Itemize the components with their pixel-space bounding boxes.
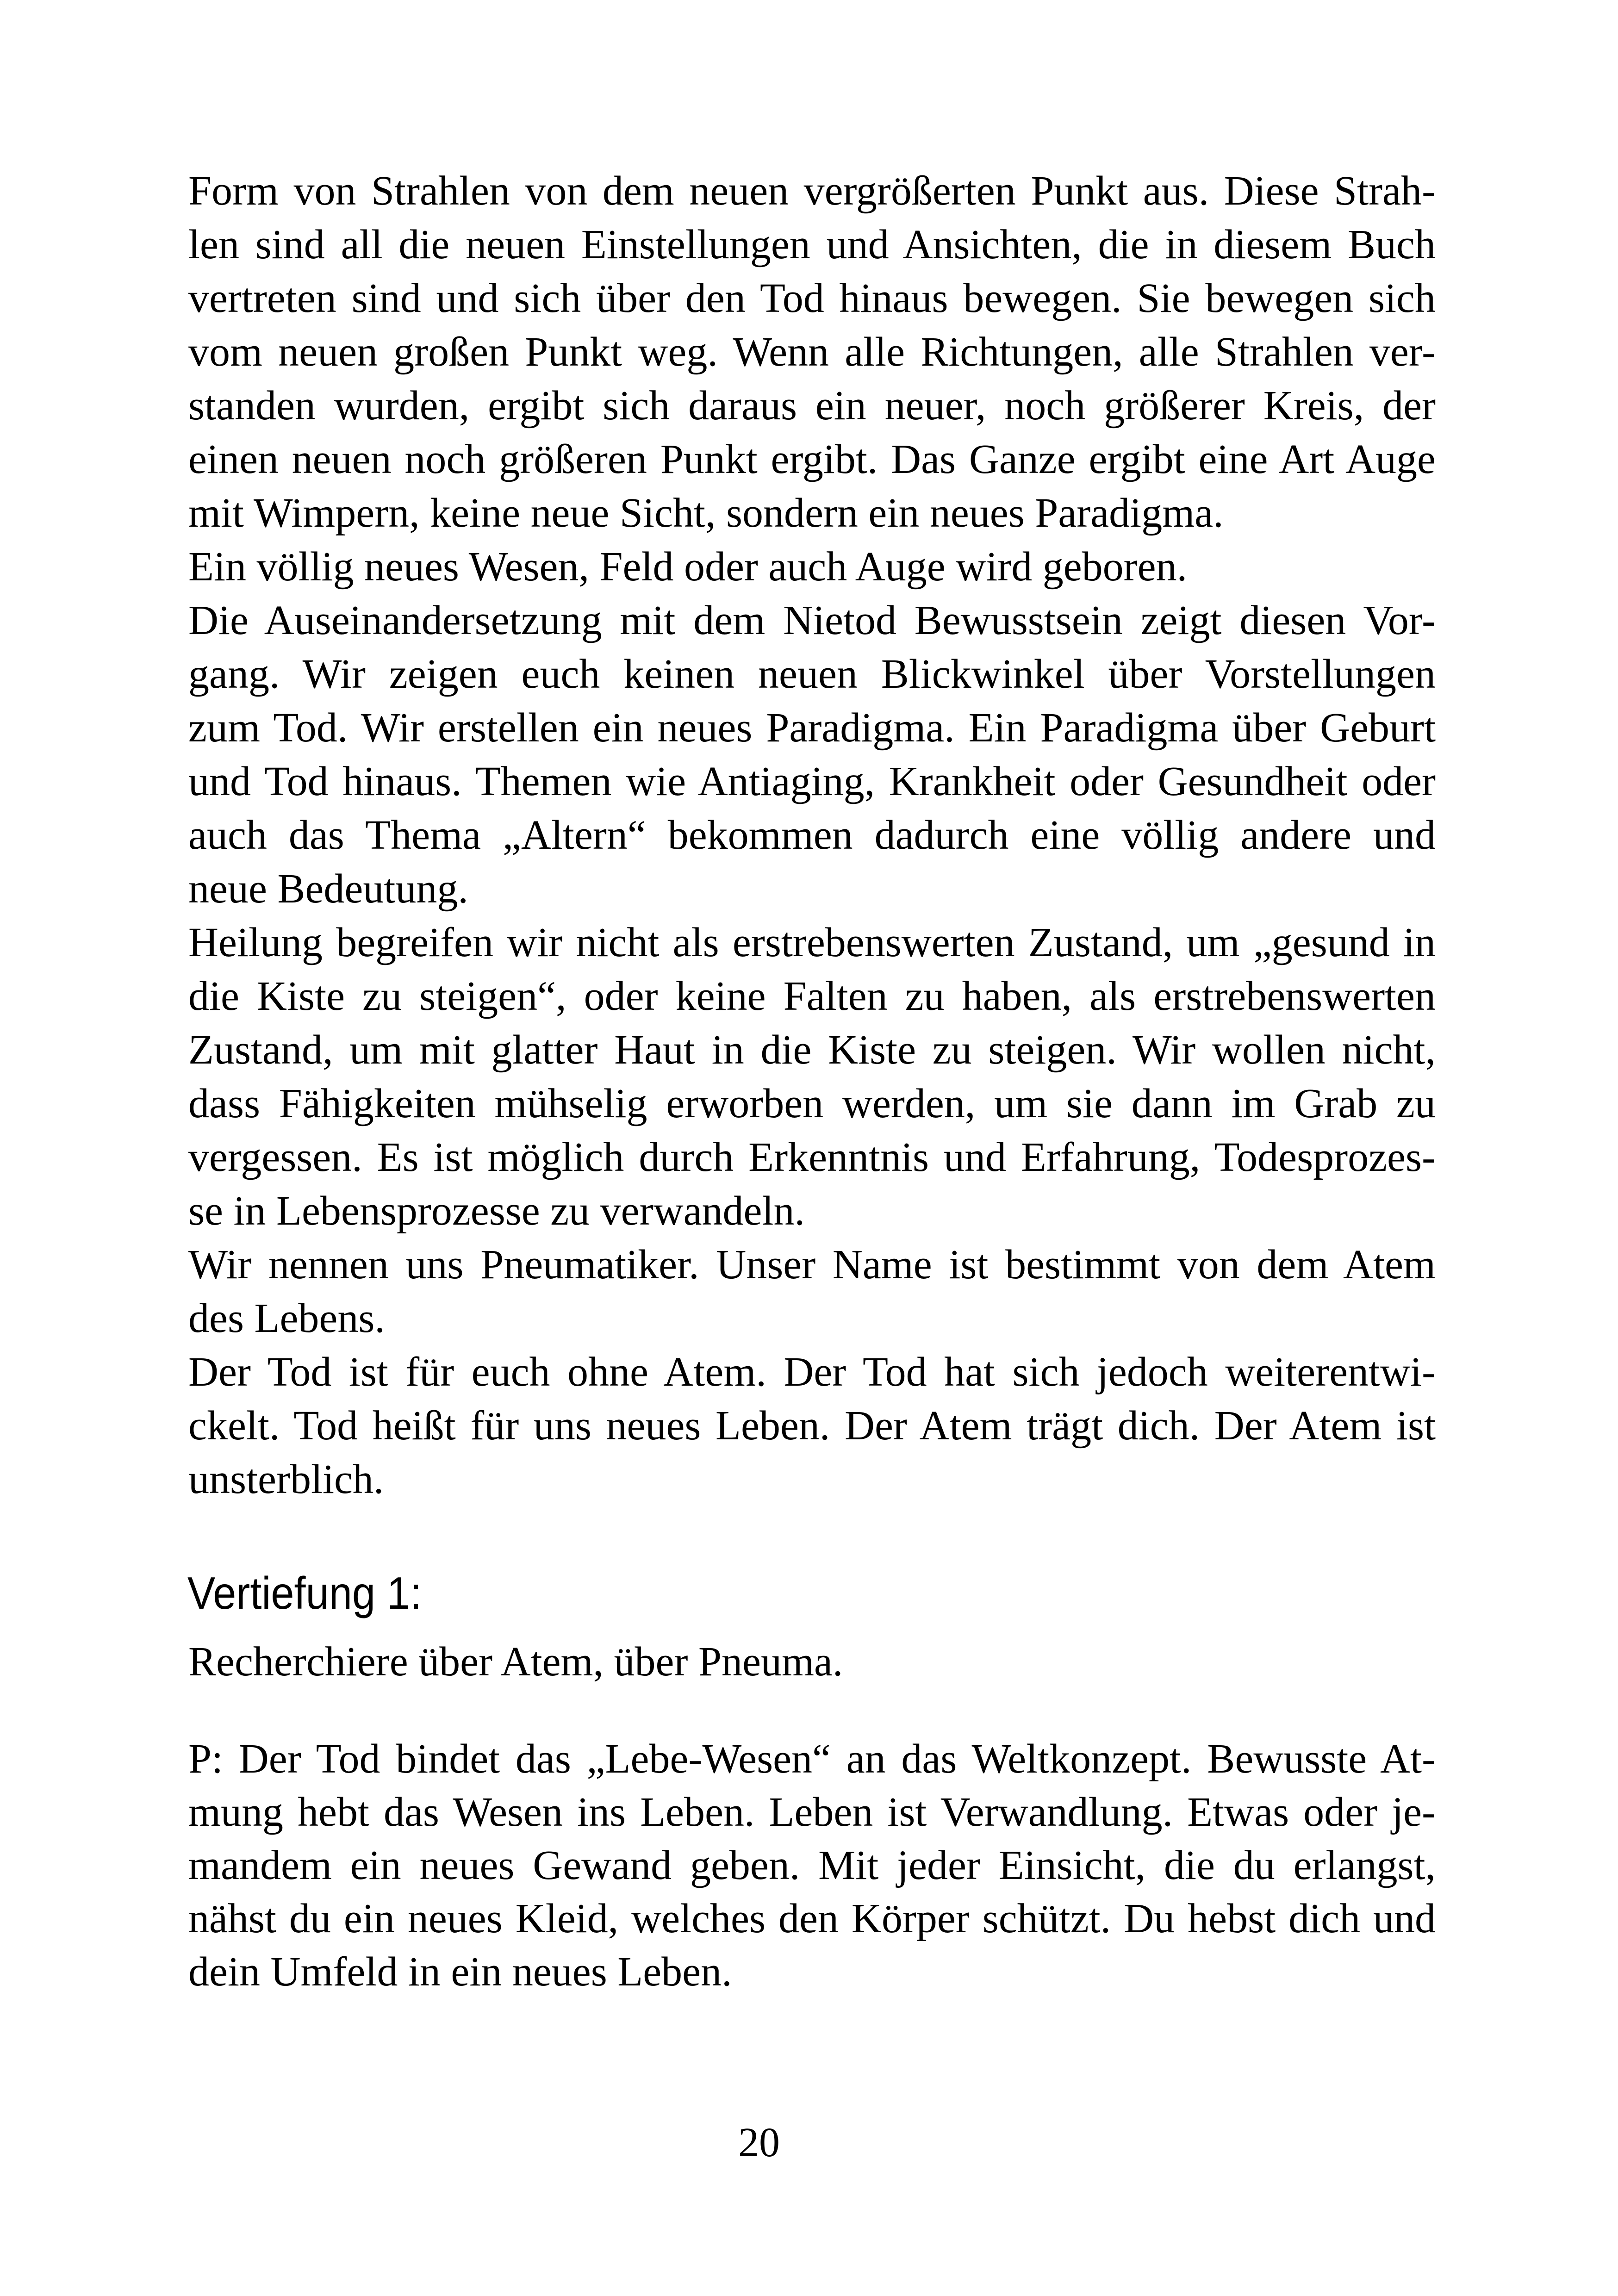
text-line: Heilung begreifen wir nicht als erstrebenswerten Zustand, um „gesund in [188,920,1436,965]
text-line: neue Bedeutung. [188,866,468,912]
text-line: zum Tod. Wir erstellen ein neues Paradigma. Ein Paradigma über Geburt [188,705,1436,751]
text-line: se in Lebensprozesse zu verwandeln. [188,1188,805,1234]
p-paragraph [188,1732,1436,1998]
text-line: mung hebt das Wesen ins Leben. Leben ist Verwandlung. Etwas oder je- [188,1789,1436,1835]
text-line: nähst du ein neues Kleid, welches den Körper schützt. Du hebst dich und [188,1896,1436,1941]
text-line: gang. Wir zeigen euch keinen neuen Blickwinkel über Vorstellungen [188,651,1436,697]
task-text: Recherchiere über Atem, über Pneuma. [188,1639,843,1685]
page-number: 20 [738,2120,780,2165]
text-line: des Lebens. [188,1295,385,1341]
text-line: Form von Strahlen von dem neuen vergrößerten Punkt aus. Diese Strah- [188,168,1436,214]
text-line: und Tod hinaus. Themen wie Antiaging, Krankheit oder Gesundheit oder [188,759,1436,804]
text-line: mandem ein neues Gewand geben. Mit jeder Einsicht, die du erlangst, [188,1842,1436,1888]
text-line: Die Auseinandersetzung mit dem Nietod Bewusstsein zeigt diesen Vor- [188,597,1436,643]
text-line: Der Tod ist für euch ohne Atem. Der Tod hat sich jedoch weiterentwi- [188,1349,1436,1395]
text-line: unsterblich. [188,1456,384,1502]
text-line: P: Der Tod bindet das „Lebe-Wesen“ an das Weltkonzept. Bewusste At- [188,1736,1436,1782]
text-line: dass Fähigkeiten mühselig erworben werden, um sie dann im Grab zu [188,1081,1436,1126]
text-line: standen wurden, ergibt sich daraus ein neuer, noch größerer Kreis, der [188,383,1436,429]
text-line: dein Umfeld in ein neues Leben. [188,1949,732,1995]
text-line: len sind all die neuen Einstellungen und Ansichten, die in diesem Buch [188,222,1436,268]
body-text [188,164,1436,1506]
task-block [188,1635,1436,1689]
text-line: ckelt. Tod heißt für uns neues Leben. Der Atem trägt dich. Der Atem ist [188,1403,1436,1449]
section-heading: Vertiefung 1: [187,1568,422,1618]
text-line: auch das Thema „Altern“ bekommen dadurch eine völlig andere und [188,812,1436,858]
text-line: Wir nennen uns Pneumatiker. Unser Name ist bestimmt von dem Atem [188,1242,1436,1288]
text-line: die Kiste zu steigen“, oder keine Falten zu haben, als erstrebenswerten [188,973,1436,1019]
text-line: vertreten sind und sich über den Tod hinaus bewegen. Sie bewegen sich [188,275,1436,321]
text-line: vergessen. Es ist möglich durch Erkenntnis und Erfahrung, Todesprozes- [188,1134,1436,1180]
text-line: Zustand, um mit glatter Haut in die Kiste zu steigen. Wir wollen nicht, [188,1027,1436,1073]
text-line: einen neuen noch größeren Punkt ergibt. Das Ganze ergibt eine Art Auge [188,436,1436,482]
text-line: Ein völlig neues Wesen, Feld oder auch Auge wird geboren. [188,544,1188,590]
text-line: mit Wimpern, keine neue Sicht, sondern ein neues Paradigma. [188,490,1224,536]
text-line: vom neuen großen Punkt weg. Wenn alle Richtungen, alle Strahlen ver- [188,329,1436,375]
